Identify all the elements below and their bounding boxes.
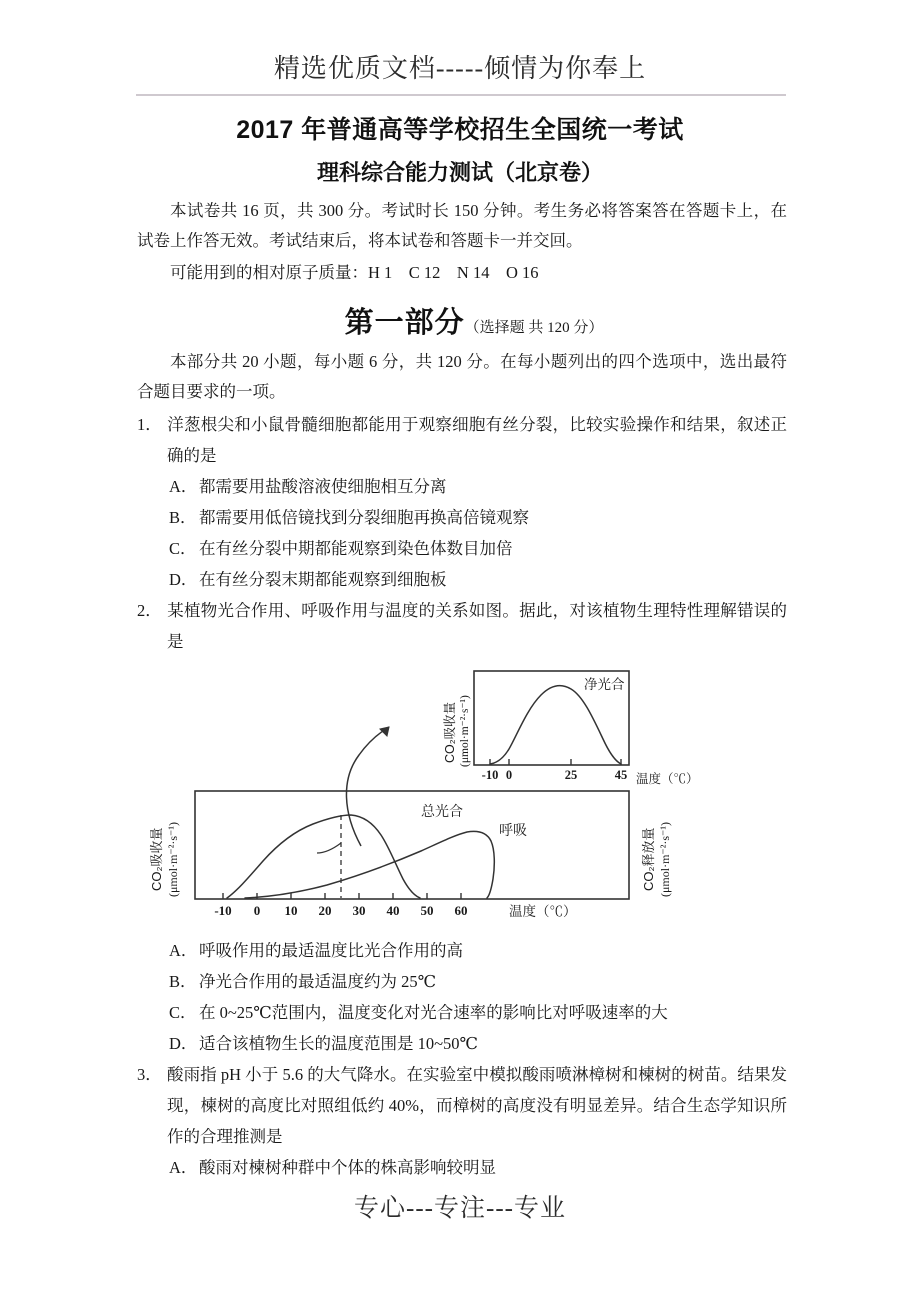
- question-stem: [137, 1059, 787, 1152]
- question-text: 某植物光合作用、呼吸作用与温度的关系如图。据此，对该植物生理特性理解错误的是: [167, 601, 787, 651]
- option-label: B．: [169, 972, 197, 991]
- main-xtick-label: 0: [253, 903, 261, 918]
- question-stem: [137, 595, 787, 657]
- part-heading: [137, 300, 787, 341]
- inset-y-axis-label-line2: (μmol·m⁻²·s⁻¹): [459, 695, 471, 767]
- option-text: 酸雨对楝树种群中个体的株高影响较明显: [199, 1158, 496, 1177]
- main-xtick-label: 30: [352, 903, 366, 918]
- main-xtick-label: 20: [318, 903, 332, 918]
- question-number: 2．: [137, 601, 162, 620]
- option-label: C．: [169, 539, 197, 558]
- header-divider: [136, 94, 786, 96]
- intro-paragraph-2: 可能用到的相对原子质量：H 1 C 12 N 14 O 16: [170, 263, 539, 282]
- main-xtick-label: 10: [284, 903, 298, 918]
- question-text: 酸雨指 pH 小于 5.6 的大气降水。在实验室中模拟酸雨喷淋樟树和楝树的树苗。结果发现，楝树的高度比对照组低约 40%，而樟树的高度没有明显差异。结合生态学知识所作的合理推测是: [167, 1065, 787, 1146]
- option-text: 呼吸作用的最适温度比光合作用的高: [199, 941, 463, 960]
- option-label: C．: [169, 1003, 197, 1022]
- page-subtitle: 理科综合能力测试（北京卷）: [316, 160, 603, 185]
- part-instruction: 本部分共 20 小题，每小题 6 分，共 120 分。在每小题列出的四个选项中，选出最符合题目要求的一项。: [137, 352, 787, 401]
- option-row[interactable]: [137, 564, 787, 595]
- main-x-axis-label: 温度（℃）: [509, 904, 577, 919]
- question-text: 洋葱根尖和小鼠骨髓细胞都能用于观察细胞有丝分裂，比较实验操作和结果，叙述正确的是: [167, 415, 787, 465]
- inset-xtick-label: 45: [614, 768, 628, 782]
- option-label: A．: [169, 477, 198, 496]
- header-watermark: [0, 48, 920, 85]
- option-row[interactable]: [137, 966, 787, 997]
- main-xtick-label: -10: [214, 903, 232, 918]
- option-label: D．: [169, 1034, 198, 1053]
- option-text: 在有丝分裂中期都能观察到染色体数目加倍: [199, 539, 513, 558]
- inset-x-ticks: [490, 759, 621, 765]
- main-y-axis-right-label-line2: (μmol·m⁻²·s⁻¹): [658, 822, 672, 897]
- option-text: 都需要用低倍镜找到分裂细胞再换高倍镜观察: [199, 508, 529, 527]
- main-y-axis-right-label-line1: CO₂释放量: [641, 827, 656, 891]
- inset-y-axis-label-line1: CO₂吸收量: [443, 701, 457, 763]
- option-row[interactable]: [137, 471, 787, 502]
- option-text: 适合该植物生长的温度范围是 10~50℃: [199, 1034, 479, 1053]
- document-body: [137, 196, 787, 1183]
- option-text: 在 0~25℃范围内，温度变化对光合速率的影响比对呼吸速率的大: [199, 1003, 668, 1022]
- part-heading-note: （选择题 共 120 分）: [464, 320, 604, 336]
- main-curve-leader-line: [317, 843, 341, 853]
- inset-xtick-label: 0: [505, 768, 513, 782]
- option-row[interactable]: [137, 502, 787, 533]
- option-text: 在有丝分裂末期都能观察到细胞板: [199, 570, 447, 589]
- option-label: A．: [169, 941, 198, 960]
- photosynthesis-respiration-figure: [137, 663, 787, 931]
- footer-watermark-text: 专心---专注---专业: [354, 1195, 566, 1222]
- inset-xtick-label: 25: [564, 768, 578, 782]
- option-row[interactable]: [137, 935, 787, 966]
- main-series-label-gross: 总光合: [421, 803, 463, 819]
- main-xtick-label: 60: [454, 903, 468, 918]
- question-stem: [137, 409, 787, 471]
- inset-x-axis-label: 温度（℃）: [636, 772, 699, 786]
- header-watermark-text: 精选优质文档-----倾情为你奉上: [273, 54, 647, 83]
- option-text: 净光合作用的最适温度约为 25℃: [199, 972, 437, 991]
- option-row[interactable]: [137, 1152, 787, 1183]
- main-series-label-respiration: 呼吸: [499, 822, 527, 838]
- option-row[interactable]: [137, 533, 787, 564]
- main-xtick-label: 40: [386, 903, 400, 918]
- option-label: B．: [169, 508, 197, 527]
- inset-series-label-net: 净光合: [584, 677, 625, 692]
- part-heading-main: 第一部分: [344, 307, 465, 339]
- main-y-axis-left-label-line1: CO₂吸收量: [149, 827, 164, 891]
- footer-watermark: [0, 1188, 920, 1224]
- main-x-ticks: [223, 893, 461, 899]
- inset-curve-net-photosynthesis: [490, 686, 621, 764]
- main-y-axis-left-label-line2: (μmol·m⁻²·s⁻¹): [166, 822, 180, 897]
- option-label: D．: [169, 570, 198, 589]
- main-xtick-label: 50: [420, 903, 434, 918]
- option-label: A．: [169, 1158, 198, 1177]
- intro-paragraph-1: 本试卷共 16 页，共 300 分。考试时长 150 分钟。考生务必将答案答在答题卡上，在试卷上作答无效。考试结束后，将本试卷和答题卡一并交回。: [137, 201, 787, 250]
- callout-arrow: [346, 727, 389, 846]
- main-chart-frame: [195, 791, 629, 899]
- inset-xtick-label: -10: [481, 768, 499, 782]
- option-text: 都需要用盐酸溶液使细胞相互分离: [199, 477, 447, 496]
- page-title: 2017 年普通高等学校招生全国统一考试: [236, 116, 684, 144]
- question-number: 3．: [137, 1065, 162, 1084]
- option-row[interactable]: [137, 997, 787, 1028]
- option-row[interactable]: [137, 1028, 787, 1059]
- question-number: 1．: [137, 415, 162, 434]
